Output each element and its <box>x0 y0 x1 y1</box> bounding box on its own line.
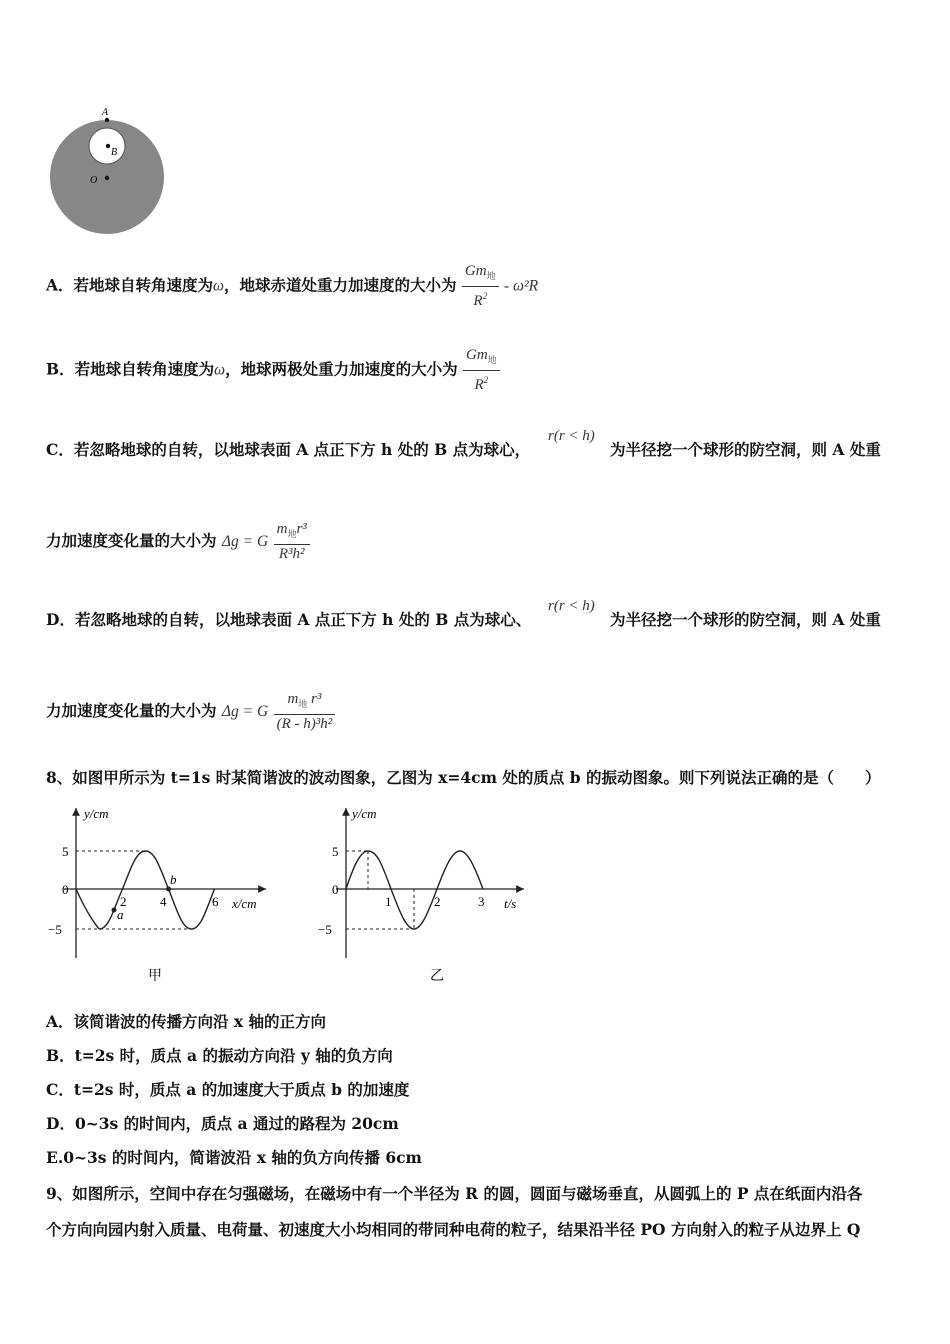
q8-option-a: A．该简谐波的传播方向沿 x 轴的正方向 <box>46 1012 327 1031</box>
xtick-2: 2 <box>434 894 441 909</box>
label-point-a: a <box>117 907 124 922</box>
caption-yi: 乙 <box>430 969 444 984</box>
xlabel-yi: t/s <box>504 896 517 911</box>
q7-b-fraction: $\frac{Gm_地}{R^2}$ <box>463 346 500 395</box>
omega-symbol: ω <box>213 277 224 295</box>
ytick-5: 5 <box>62 844 69 859</box>
xtick-2: 2 <box>120 894 127 909</box>
q7-b-text: B．若地球自转角速度为 <box>46 359 215 379</box>
q7-option-c-line2: 力加速度变化量的大小为 Δg = G $\frac{m_地r^3}{\text{R³h²}}$ <box>46 520 310 564</box>
earth-figure <box>44 100 174 240</box>
ytick-neg5: −5 <box>48 922 62 937</box>
label-o: O <box>90 175 98 186</box>
q7-option-b <box>46 346 500 395</box>
label-a: A <box>102 107 109 118</box>
caption-jia: 甲 <box>148 969 162 984</box>
ylabel-jia: y/cm <box>84 806 109 821</box>
q7-option-d-line2: 力加速度变化量的大小为 Δg = G $\frac{m_地 r^3}{\text{(R - h)³h²}}$ <box>46 690 335 734</box>
point-a-mark <box>112 908 117 913</box>
q9-line1: 9、如图所示，空间中存在匀强磁场，在磁场中有一个半径为 R 的圆，圆面与磁场垂直，从圆弧上的 P 点在纸面内沿各 <box>46 1184 863 1203</box>
q7-c-fraction: $\frac{m_地r^3}{\text{R³h²}}$ <box>274 520 310 564</box>
q7-option-d-line1b: 为半径挖一个球形的防空洞，则 A 处重 <box>610 610 881 629</box>
ytick-0: 0 <box>332 882 339 897</box>
q8-option-c: C．t=2s 时，质点 a 的加速度大于质点 b 的加速度 <box>46 1080 410 1099</box>
q7-c-radius: r(r < h) <box>548 428 595 444</box>
point-b-dot <box>106 144 110 148</box>
ylabel-yi: y/cm <box>352 806 377 821</box>
omega-symbol: ω <box>214 361 226 379</box>
xlabel-jia: x/cm <box>232 896 257 911</box>
q7-a-text2: ，地球赤道处重力加速度的大小为 <box>223 275 457 295</box>
q7-option-c-line1b: 为半径挖一个球形的防空洞，则 A 处重 <box>610 440 881 459</box>
vibration-graph-yi <box>318 798 538 988</box>
point-a-dot <box>105 118 109 122</box>
q7-c-lhs: Δg = G <box>221 533 269 550</box>
wave-curve <box>76 851 215 929</box>
point-o-dot <box>105 176 109 180</box>
q8-stem: 8、如图甲所示为 t=1s 时某简谐波的波动图象，乙图为 x=4cm 处的质点 b 的振动图象。则下列说法正确的是（ ） <box>46 768 881 787</box>
q8-option-d: D．0~3s 的时间内，质点 a 通过的路程为 20cm <box>46 1114 399 1133</box>
xtick-6: 6 <box>212 894 219 909</box>
xtick-3: 3 <box>478 894 485 909</box>
q7-a-text: A．若地球自转角速度为 <box>46 275 214 295</box>
q7-a-tail: - ω²R <box>504 277 539 295</box>
q8-option-e: E.0~3s 的时间内，简谐波沿 x 轴的负方向传播 6cm <box>46 1148 422 1167</box>
ytick-5: 5 <box>332 844 339 859</box>
xtick-4: 4 <box>160 894 167 909</box>
q7-option-a <box>46 262 538 311</box>
q7-d-fraction: $\frac{m_地 r^3}{\text{(R - h)³h²}}$ <box>274 690 336 734</box>
q9-line2: 个方向向园内射入质量、电荷量、初速度大小均相同的带同种电荷的粒子，结果沿半径 PO 方向射入的粒子从边界上 Q <box>46 1220 861 1239</box>
point-b-mark <box>166 887 171 892</box>
label-b: B <box>111 147 118 158</box>
q7-d-lhs: Δg = G <box>221 703 269 720</box>
q8-option-b: B．t=2s 时，质点 a 的振动方向沿 y 轴的负方向 <box>46 1046 393 1065</box>
label-point-b: b <box>170 872 177 887</box>
q7-option-c-line1: C．若忽略地球的自转，以地球表面 A 点正下方 h 处的 B 点为球心， <box>46 440 531 459</box>
ytick-0: 0 <box>62 882 69 897</box>
ytick-neg5: −5 <box>318 922 332 937</box>
q7-a-fraction: $\frac{Gm_地}{R^2}$ <box>462 262 499 311</box>
wave-graph-jia <box>44 798 284 988</box>
xtick-1: 1 <box>385 894 392 909</box>
q7-option-d-line1: D．若忽略地球的自转，以地球表面 A 点正下方 h 处的 B 点为球心、 <box>46 610 532 629</box>
q7-b-text2: ，地球两极处重力加速度的大小为 <box>225 359 458 379</box>
q7-d-radius: r(r < h) <box>548 598 595 614</box>
